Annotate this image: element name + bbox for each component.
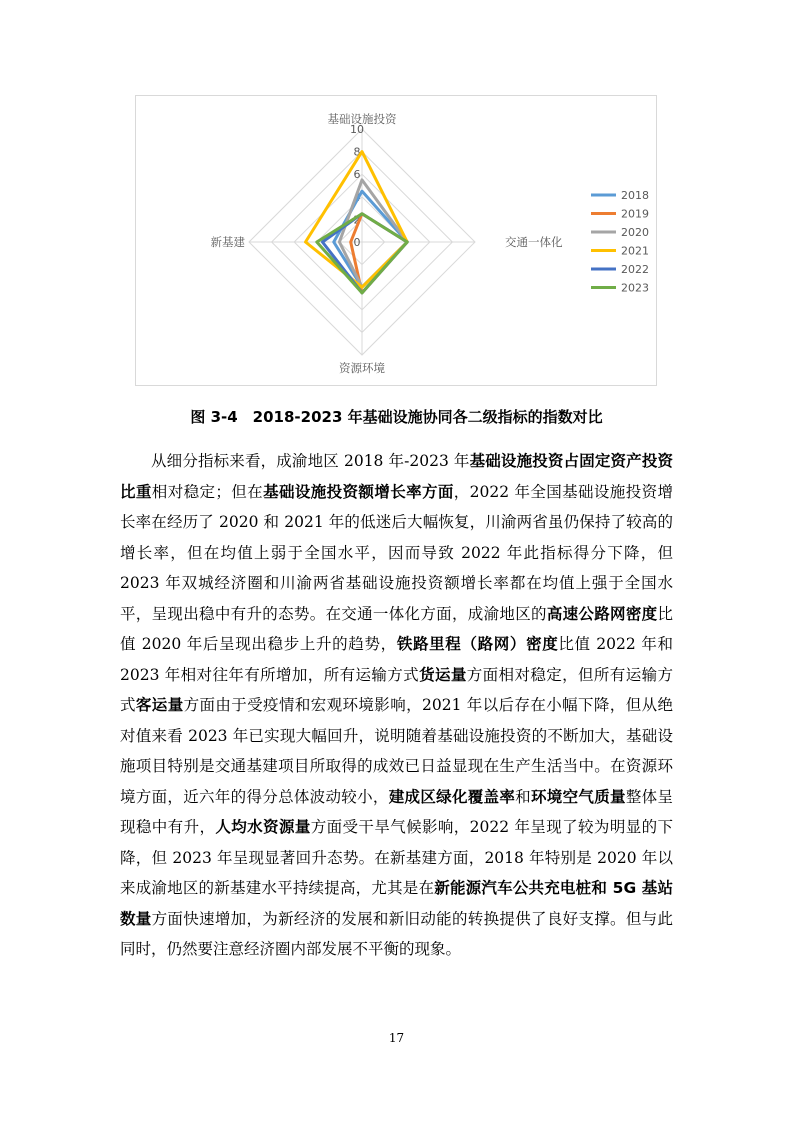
body-text: [120, 446, 673, 965]
bold-term: 客运量: [135, 696, 184, 714]
text-run: ，2022 年全国基础设施投资增长率在经历了 2020 和 2021 年的低迷后大幅恢复，川渝两省虽仍保持了较高的增长率，但在均值上弱于全国水平，因而导致 2022 年此指标得分下降，但 2023 年双城经济圈和川渝两省基础设施投资额增长率都在均值上强于全国水平，呈现出稳中有升的态势。在交通一体化方面，成渝地区的: [120, 482, 673, 623]
bold-term: 新能源汽车公共充电桩和 5G 基站数量: [120, 879, 673, 928]
bold-term: 建成区绿化覆盖率: [388, 787, 516, 806]
axis-label: 交通一体化: [505, 235, 563, 249]
series-line-2020: [339, 180, 407, 287]
text-run: 方面快速增加，为新经济的发展和新旧动能的转换提供了良好支撑。但与此同时，仍然要注意经济圈内部发展不平衡的现象。: [120, 909, 673, 958]
text-run: 整体呈现稳中有升，: [120, 787, 673, 836]
text-run: 比值 2022 年和 2023 年相对往年有所增加，所有运输方式: [120, 635, 673, 684]
radial-tick-label: 10: [350, 123, 364, 136]
radial-tick-label: 0: [353, 236, 361, 249]
axis-label: 基础设施投资: [327, 112, 397, 126]
axis-label: 新基建: [210, 235, 245, 249]
body-paragraph: [120, 446, 673, 965]
text-run: 方面相对稳定，但所有运输方式: [120, 665, 673, 714]
axis-label: 资源环境: [339, 361, 385, 375]
radial-tick-label: 2: [353, 213, 361, 227]
bold-term: 铁路里程（路网）密度: [396, 635, 559, 653]
bold-term: 人均水资源量: [215, 818, 311, 836]
bold-term: 基础设施投资占固定资产投资比重: [120, 452, 673, 501]
legend-label: 2020: [621, 226, 649, 239]
page-number: 17: [388, 1031, 405, 1045]
text-run: 方面由于受疫情和宏观环境影响，2021 年以后存在小幅下降，但从绝对值来看 2023 年已实现大幅回升，说明随着基础设施投资的不断加大，基础设施项目特别是交通基建项目所取得的成效已日益显现在生产生活当中。在资源环境方面，近六年的得分总体波动较小，: [120, 696, 673, 806]
bold-term: 环境空气质量: [530, 787, 626, 806]
bold-term: 高速公路网密度: [546, 604, 658, 623]
text-run: 方面受干旱气候影响，2022 年呈现了较为明显的下降，但 2023 年呈现显著回升态势。在新基建方面，2018 年特别是 2020 年以来成渝地区的新基建水平持续提高，尤其是在: [120, 818, 673, 897]
legend-label: 2022: [621, 263, 649, 276]
text-run: 比值 2020 年后呈现出稳步上升的趋势，: [120, 604, 673, 653]
bold-term: 货运量: [419, 665, 467, 684]
text-run: 从细分指标来看，成渝地区 2018 年-2023 年: [151, 452, 470, 470]
radial-tick-label: 8: [353, 145, 361, 159]
legend-label: 2023: [621, 281, 649, 295]
figure-caption: 图 3-4 2018-2023 年基础设施协同各二级指标的指数对比: [190, 408, 603, 426]
bold-term: 基础设施投资额增长率方面: [263, 482, 454, 501]
radar-chart: [135, 95, 657, 386]
radial-tick-label: 6: [353, 168, 361, 182]
radial-tick-label: 4: [353, 190, 361, 204]
legend-label: 2018: [621, 189, 649, 202]
text-run: 和: [515, 787, 531, 806]
radar-chart-svg: [136, 96, 658, 387]
legend-label: 2019: [621, 207, 649, 221]
text-run: 相对稳定；但在: [151, 482, 264, 501]
legend-label: 2021: [621, 244, 649, 258]
